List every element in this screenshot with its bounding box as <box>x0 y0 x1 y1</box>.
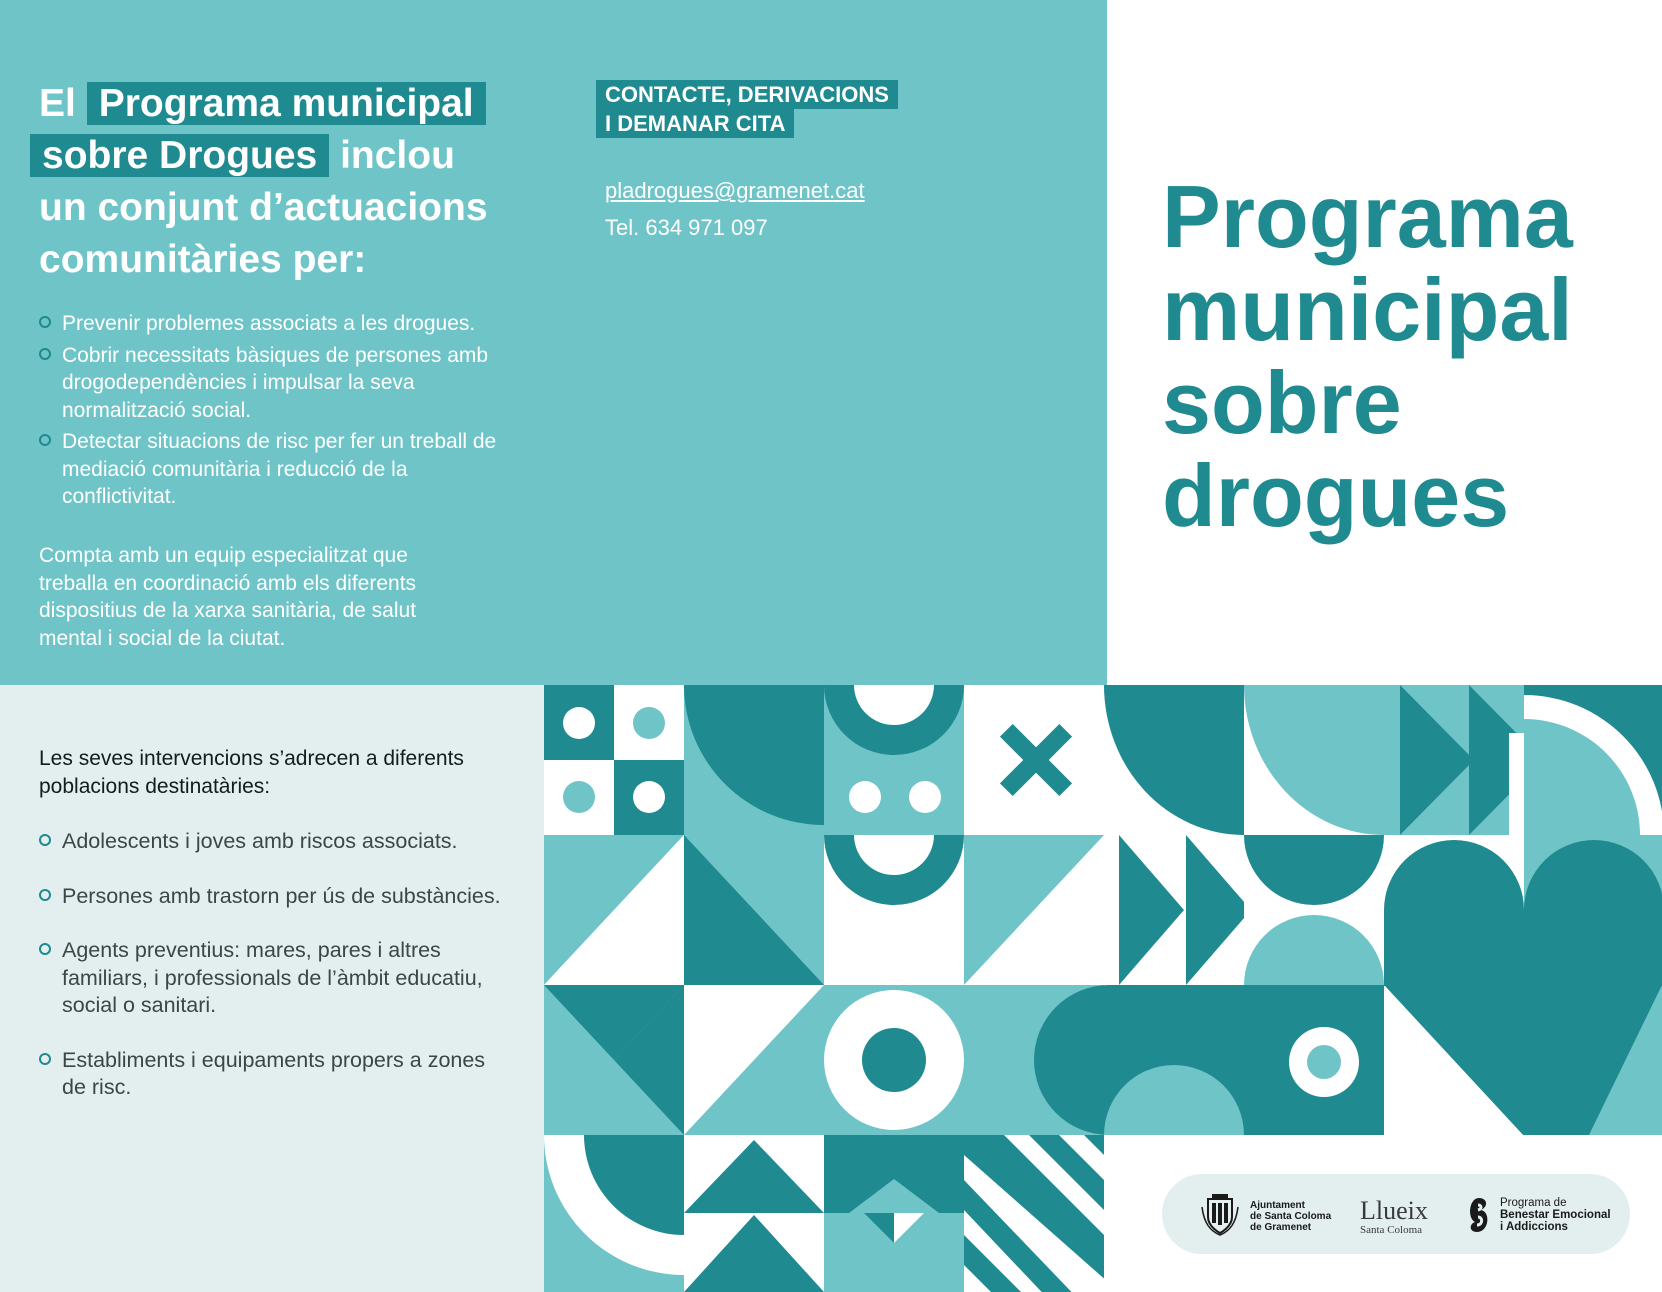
llueix-logo: Llueix <box>1360 1196 1428 1225</box>
ajuntament-line: de Gramenet <box>1250 1222 1312 1233</box>
dot-shape <box>909 781 941 813</box>
target-text: Establiments i equipaments propers a zones de risc. <box>62 1047 486 1099</box>
list-item <box>38 828 508 856</box>
bullet-ring-icon <box>39 834 51 846</box>
ajuntament-logo-text <box>1250 1200 1331 1233</box>
target-text: Persones amb trastorn per ús de substàncies. <box>62 883 501 908</box>
benestar-logo-text <box>1500 1197 1611 1233</box>
aims-list <box>38 310 508 515</box>
list-item <box>38 428 508 511</box>
bullet-ring-icon <box>39 1053 51 1065</box>
aim-text: Prevenir problemes associats a les drogues. <box>62 312 476 335</box>
target-text: Agents preventius: mares, pares i altres familiars, i professionals de l’àmbit educatiu, social o sanitari. <box>62 938 483 1017</box>
list-item <box>38 342 508 425</box>
dot-shape <box>1307 1045 1341 1079</box>
intro-line-4: comunitàries per: <box>39 238 367 281</box>
list-item <box>38 937 508 1020</box>
phone-number: Tel. 634 971 097 <box>605 215 768 240</box>
ajuntament-crest-icon <box>1200 1193 1240 1237</box>
aim-text: Detectar situacions de risc per fer un treball de mediació comunitària i reducció de la conflictivitat. <box>62 430 497 508</box>
aim-text: Cobrir necessitats bàsiques de persones amb drogodependències i impulsar la seva normalització social. <box>62 343 489 422</box>
intro-pre: El <box>39 82 76 125</box>
llueix-logo-subtitle: Santa Coloma <box>1360 1224 1423 1236</box>
dot-shape <box>862 1028 926 1092</box>
benestar-line: Programa de <box>1500 1197 1567 1209</box>
bullet-ring-icon <box>39 316 51 328</box>
contact-label-line-2: I DEMANAR CITA <box>596 109 794 138</box>
intro-line-3: un conjunt d’actuacions <box>39 186 488 229</box>
ajuntament-line: de Santa Coloma <box>1250 1211 1332 1222</box>
list-item <box>38 310 508 338</box>
cover-title-line: municipal <box>1162 260 1573 359</box>
cover-title <box>1162 167 1642 545</box>
dot-shape <box>563 781 595 813</box>
target-text: Adolescents i joves amb riscos associats. <box>62 829 458 853</box>
cover-title-line: drogues <box>1162 446 1510 545</box>
dot-shape <box>563 707 595 739</box>
intro-highlight-2: sobre Drogues <box>30 134 329 177</box>
ajuntament-line: Ajuntament <box>1250 1200 1305 1211</box>
intro-highlight-1: Programa municipal <box>87 82 486 125</box>
intro-heading <box>30 78 510 286</box>
dot-shape <box>633 707 665 739</box>
cover-title-line: sobre <box>1162 353 1402 452</box>
team-paragraph: Compta amb un equip especialitzat que treballa en coordinació amb els diferents dispositius de la xarxa sanitària, de salut mental i social de la ciutat. <box>39 544 417 650</box>
email-link[interactable]: pladrogues@gramenet.cat <box>605 178 865 203</box>
bullet-ring-icon <box>39 434 51 446</box>
interventions-intro: Les seves intervencions s’adrecen a diferents poblacions destinatàries: <box>39 747 464 798</box>
contact-label-line-1: CONTACTE, DERIVACIONS <box>596 80 898 109</box>
bullet-ring-icon <box>39 943 51 955</box>
cover-title-line: Programa <box>1162 167 1573 266</box>
bullet-ring-icon <box>39 348 51 360</box>
logos-bar <box>1162 1174 1630 1254</box>
targets-list <box>38 828 508 1129</box>
dot-shape <box>633 781 665 813</box>
dot-shape <box>849 781 881 813</box>
list-item <box>38 1047 508 1102</box>
benestar-line: Benestar Emocional <box>1500 1209 1611 1221</box>
benestar-line: i Addiccions <box>1500 1221 1568 1233</box>
benestar-logo-icon <box>1467 1196 1491 1234</box>
contact-label <box>596 80 898 138</box>
intro-post: inclou <box>340 134 455 177</box>
list-item <box>38 883 508 911</box>
bullet-ring-icon <box>39 889 51 901</box>
